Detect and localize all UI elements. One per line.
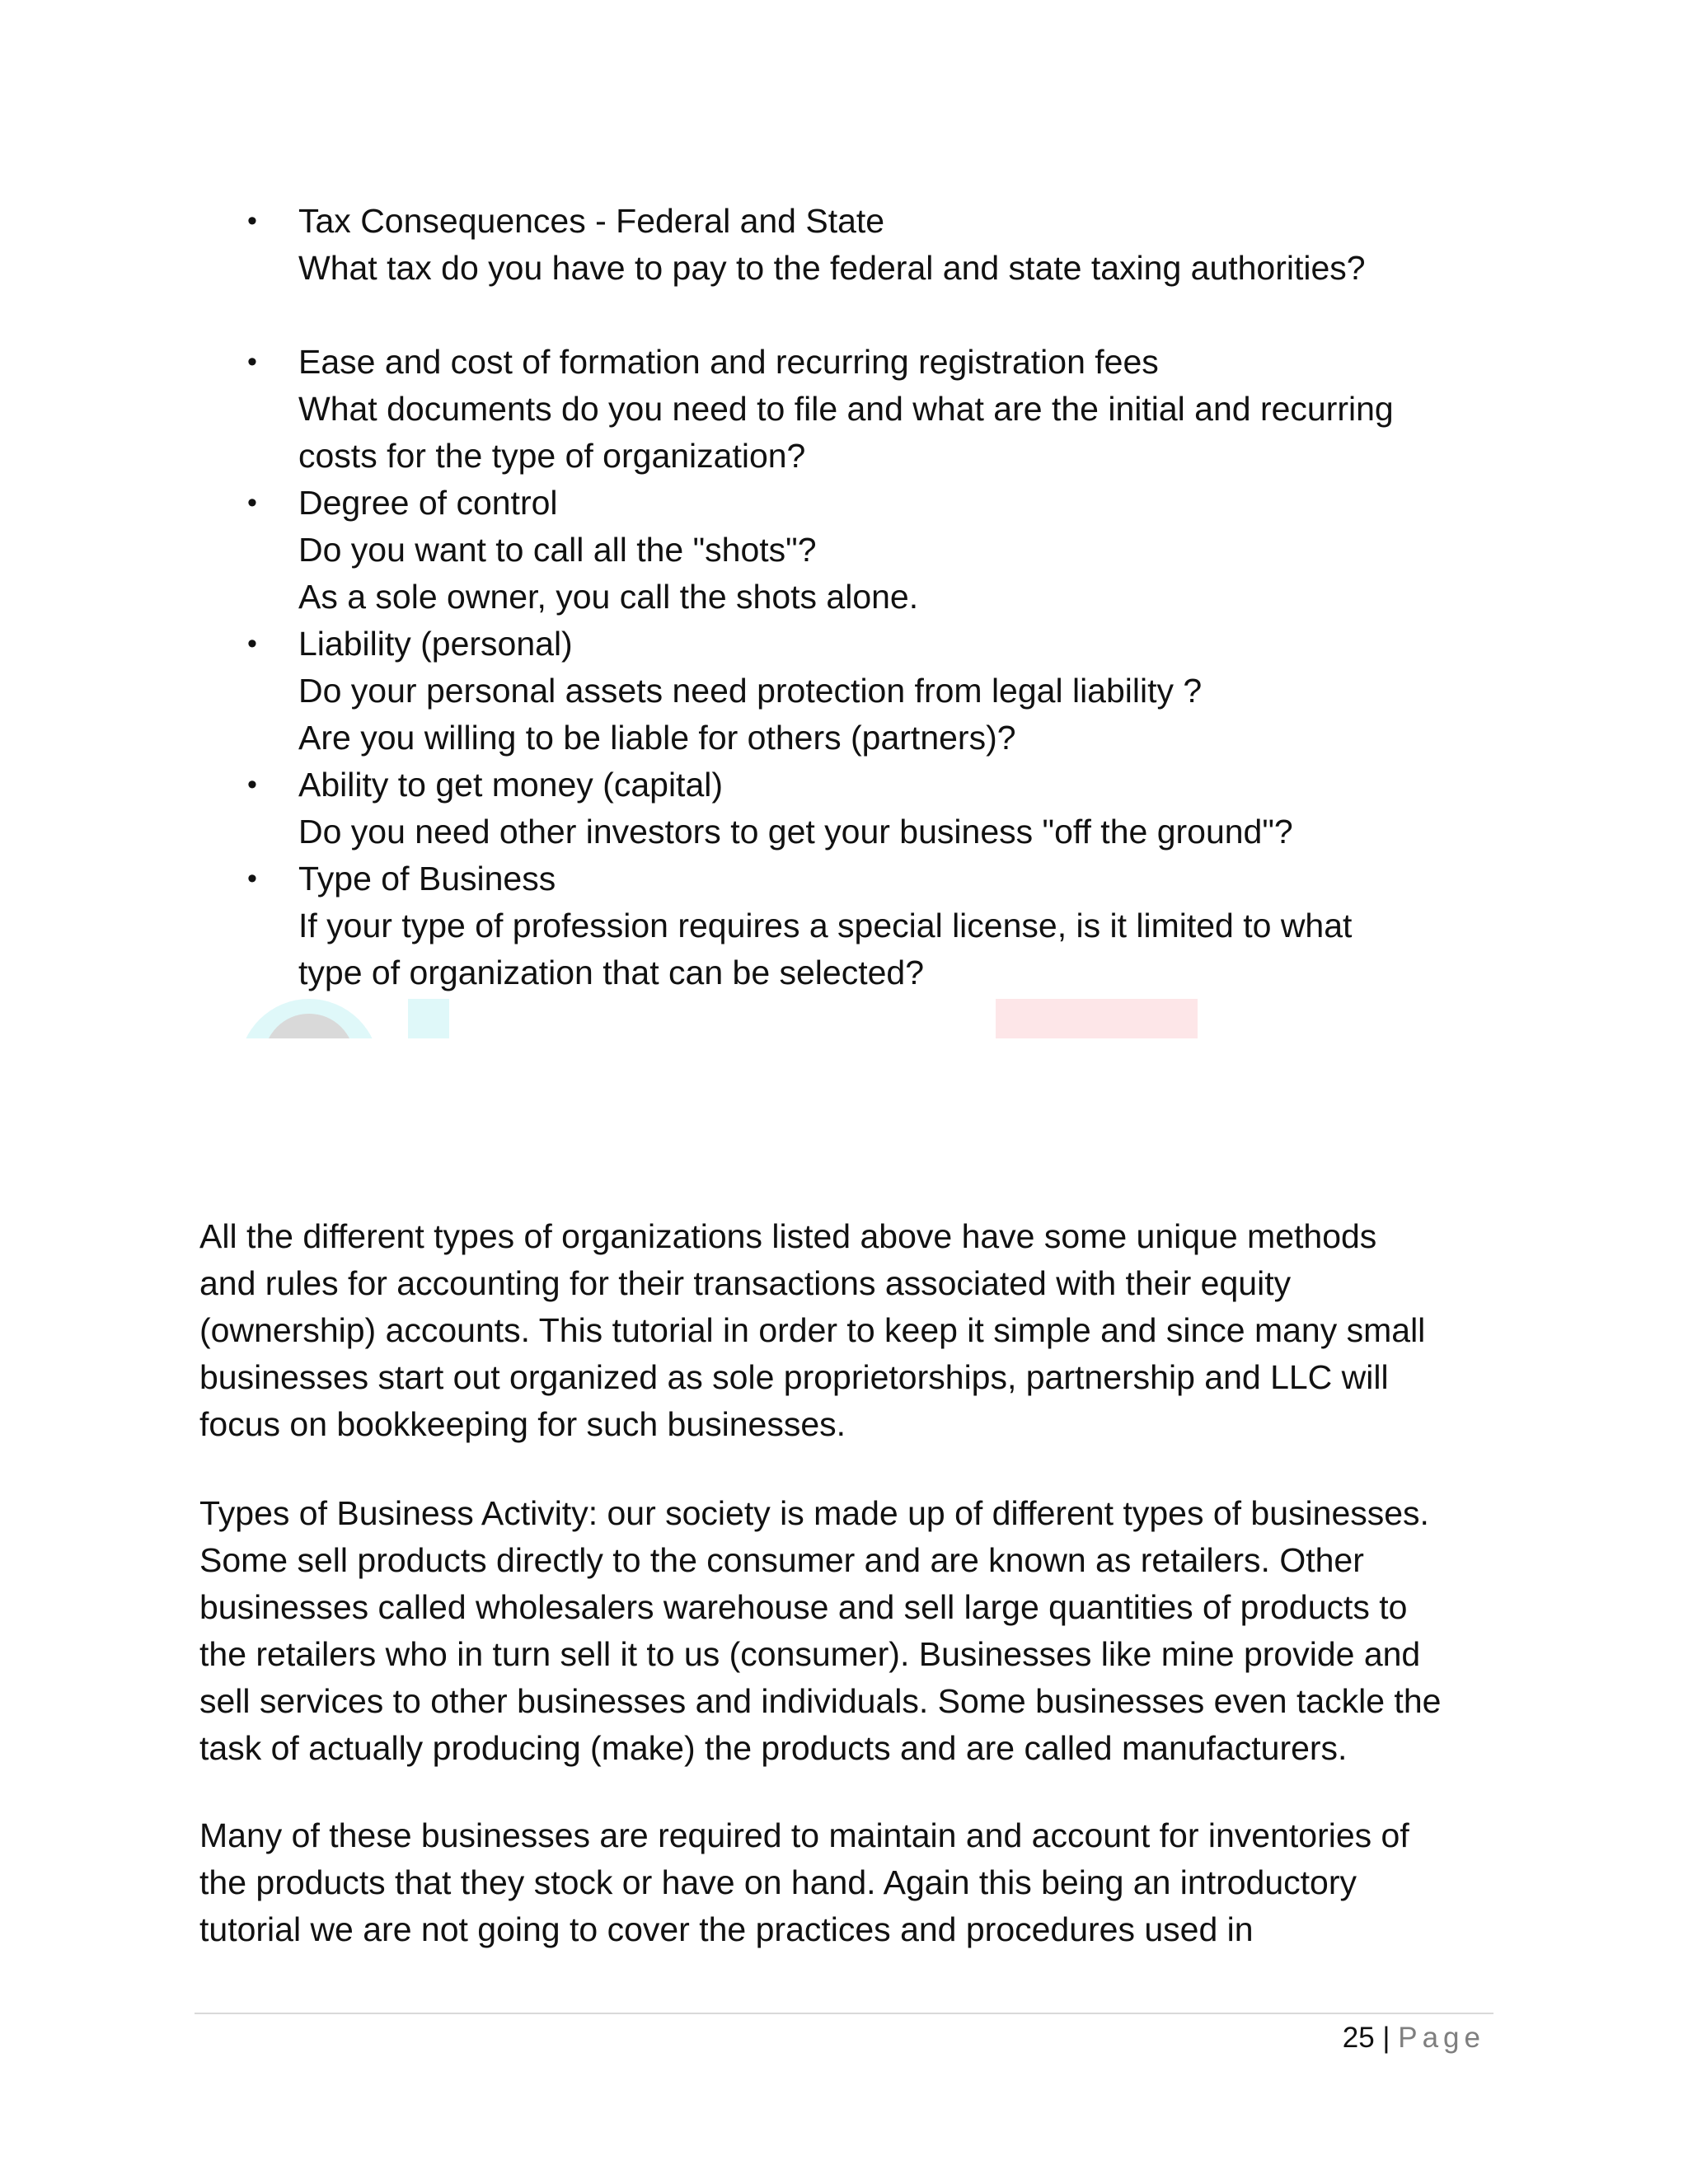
paragraph-line: task of actually producing (make) the products and are called manufacturers. xyxy=(199,1729,1348,1767)
list-item-heading: • Liability (personal) xyxy=(298,625,573,663)
list-item-text: Do your personal assets need protection from legal liability ? xyxy=(298,672,1203,710)
paragraph-line: (ownership) accounts. This tutorial in order to keep it simple and since many small xyxy=(199,1311,1426,1349)
paragraph-line: Some sell products directly to the consumer and are known as retailers. Other xyxy=(199,1541,1364,1579)
paragraph-line: tutorial we are not going to cover the practices and procedures used in xyxy=(199,1910,1254,1948)
watermark-logo-left xyxy=(239,999,449,1038)
list-item-heading: • Type of Business xyxy=(298,860,556,898)
list-item-heading: • Ease and cost of formation and recurring registration fees xyxy=(298,343,1159,381)
list-item-text: costs for the type of organization? xyxy=(298,437,806,475)
list-item xyxy=(239,198,1525,292)
paragraph-line: Many of these businesses are required to maintain and account for inventories of xyxy=(199,1816,1409,1854)
list-item-text: type of organization that can be selected? xyxy=(298,954,925,991)
watermark-letter-shape xyxy=(996,999,1198,1038)
paragraph-line: the products that they stock or have on hand. Again this being an introductory xyxy=(199,1863,1357,1901)
list-item-text: As a sole owner, you call the shots alone. xyxy=(298,578,919,616)
paragraph-business-activity xyxy=(199,1490,1535,1772)
list-item-text: What documents do you need to file and what are the initial and recurring xyxy=(298,390,1394,428)
paragraph-line: focus on bookkeeping for such businesses. xyxy=(199,1405,846,1443)
list-item-text: Are you willing to be liable for others (partners)? xyxy=(298,719,1016,757)
list-item-text: If your type of profession requires a special license, is it limited to what xyxy=(298,907,1353,944)
page-footer xyxy=(1343,2018,1485,2059)
paragraph-inventories xyxy=(199,1812,1535,1953)
list-item-heading: • Degree of control xyxy=(298,484,558,522)
list-item xyxy=(239,855,1525,996)
paragraph-line: sell services to other businesses and individuals. Some businesses even tackle the xyxy=(199,1682,1442,1720)
paragraph-line: Types of Business Activity: our society is made up of different types of businesses. xyxy=(199,1494,1429,1532)
watermark-letter-shape xyxy=(408,999,449,1038)
paragraph-line: the retailers who in turn sell it to us (consumer). Businesses like mine provide and xyxy=(199,1635,1421,1673)
footer-separator: | xyxy=(1382,2022,1390,2054)
list-item-text: Do you want to call all the "shots"? xyxy=(298,531,817,569)
list-item-heading: • Ability to get money (capital) xyxy=(298,766,724,804)
page-number: 25 xyxy=(1342,2022,1375,2054)
list-item xyxy=(239,621,1525,762)
list-item xyxy=(239,762,1525,855)
watermark-logo-right xyxy=(996,999,1198,1038)
list-item xyxy=(239,480,1525,621)
paragraph-organizations xyxy=(199,1213,1535,1448)
paragraph-line: and rules for accounting for their transactions associated with their equity xyxy=(199,1264,1292,1302)
page-label: Page xyxy=(1398,2022,1485,2054)
list-item-text: Do you need other investors to get your business "off the ground"? xyxy=(298,813,1293,851)
paragraph-line: businesses start out organized as sole proprietorships, partnership and LLC will xyxy=(199,1358,1389,1396)
considerations-list xyxy=(239,198,1525,996)
list-item xyxy=(239,339,1525,480)
list-item-heading: • Tax Consequences - Federal and State xyxy=(298,202,885,240)
paragraph-line: businesses called wholesalers warehouse and sell large quantities of products to xyxy=(199,1588,1408,1626)
list-item-text: What tax do you have to pay to the federal and state taxing authorities? xyxy=(298,249,1366,287)
paragraph-line: All the different types of organizations listed above have some unique methods xyxy=(199,1217,1377,1255)
footer-divider xyxy=(195,2013,1493,2014)
